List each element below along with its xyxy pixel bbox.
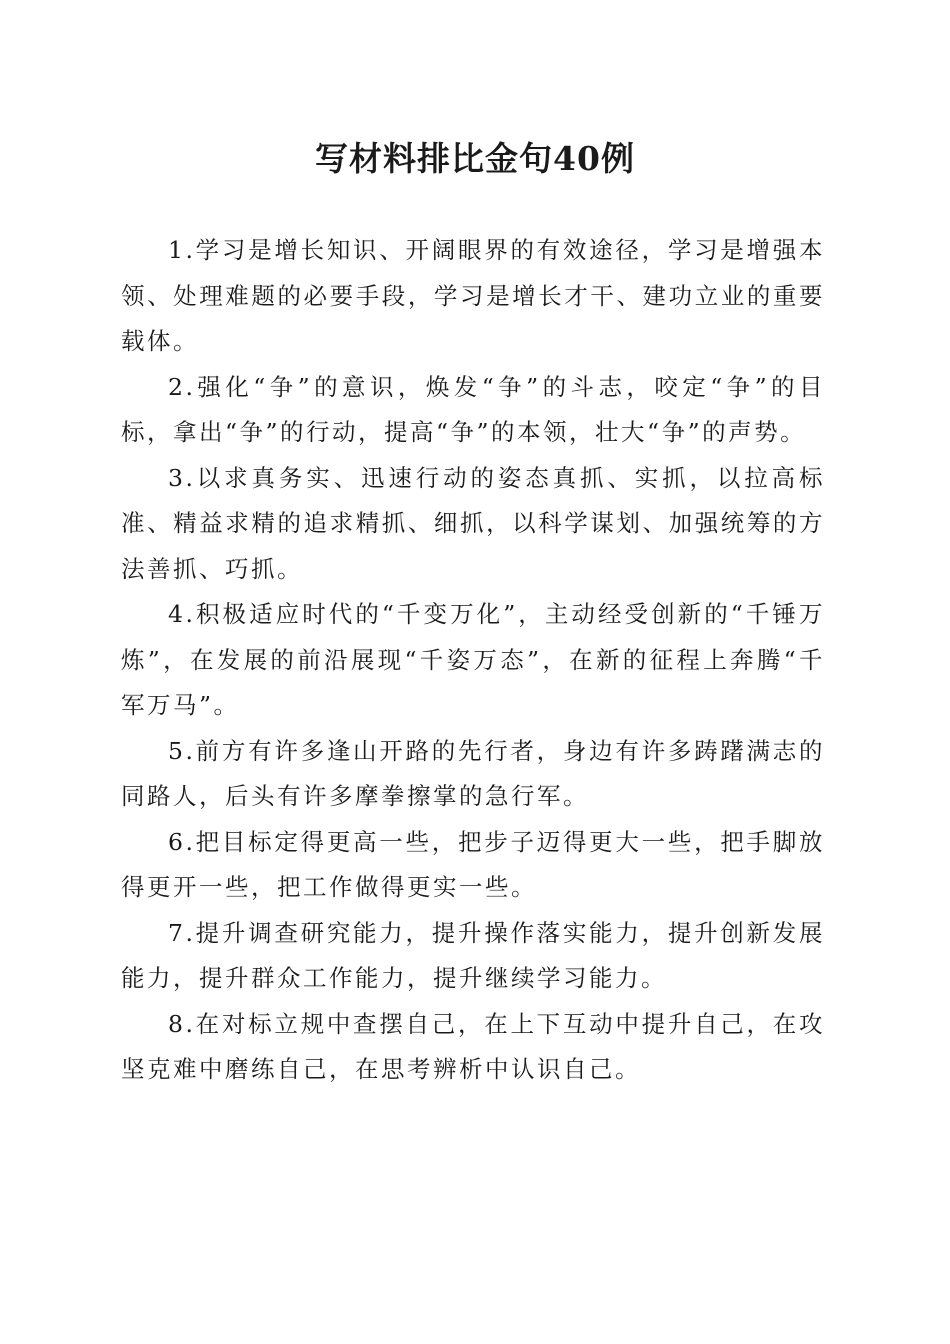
paragraph-3: 3.以求真务实、迅速行动的姿态真抓、实抓，以拉高标准、精益求精的追求精抓、细抓，以科学谋划、加强统筹的方法善抓、巧抓。 (121, 463, 825, 583)
paragraph-6: 6.把目标定得更高一些，把步子迈得更大一些，把手脚放得更开一些，把工作做得更实一些。 (121, 827, 825, 901)
document-title: 写材料排比金句40例 (315, 139, 635, 178)
paragraph-5: 5.前方有许多逢山开路的先行者，身边有许多踌躇满志的同路人，后头有许多摩拳擦掌的急行军。 (121, 736, 825, 810)
paragraph-1: 1.学习是增长知识、开阔眼界的有效途径，学习是增强本领、处理难题的必要手段，学习是增长才干、建功立业的重要载体。 (121, 236, 825, 355)
paragraph-7: 7.提升调查研究能力，提升操作落实能力，提升创新发展能力，提升群众工作能力，提升继续学习能力。 (121, 918, 825, 992)
document-body (121, 228, 825, 1093)
paragraph-2: 2.强化“争”的意识，焕发“争”的斗志，咬定“争”的目标，拿出“争”的行动，提高“争”的本领，壮大“争”的声势。 (121, 372, 825, 446)
paragraph-4: 4.积极适应时代的“千变万化”，主动经受创新的“千锤万炼”，在发展的前沿展现“千姿万态”，在新的征程上奔腾“千军万马”。 (121, 600, 825, 719)
paragraph-8: 8.在对标立规中查摆自己，在上下互动中提升自己，在攻坚克难中磨练自己，在思考辨析中认识自己。 (121, 1009, 825, 1083)
